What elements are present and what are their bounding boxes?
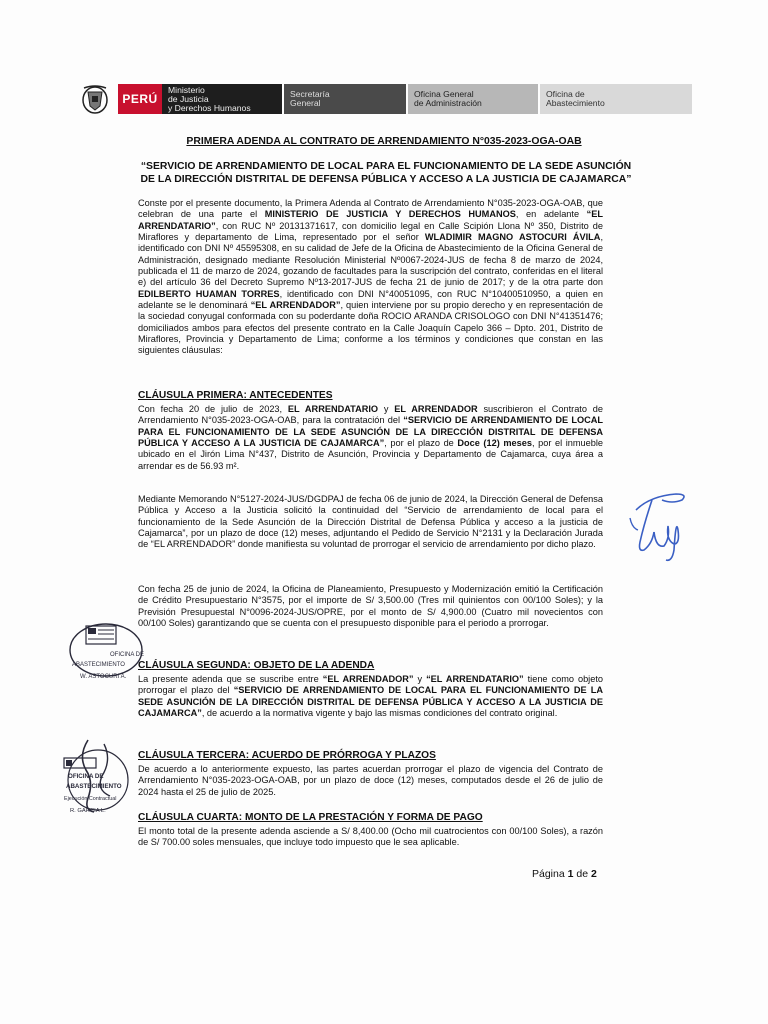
intro-paragraph: Conste por el presente documento, la Primera Adenda al Contrato de Arrendamiento N°035-2023-OGA-OAB, que celebran de una parte el MINISTERIO DE JUSTICIA Y DERECHOS HUMANOS, en adelante “EL ARRENDATARIO”, con RUC Nº 20131371617, con domicilio legal en Calle Scipión Llona Nº 350, Distrito de Miraflores y departamento de Lima, representado por el señor WLADIMIR MAGNO ASTOCURI ÁVILA, identificado con DNI Nº 45595308, en su calidad de Jefe de la Oficina de Abastecimiento de la Oficina General de Administración, designado mediante Resolución Ministerial Nº0067-2024-JUS de fecha 8 de marzo de 2024, publicada el 11 de marzo de 2024, gozando de facultades para la suscripción del contrato, conferidas en el literal e) del artículo 36 del Decreto Supremo Nº13-2017-JUS de fecha 21 de junio de 2017; y de la otra parte don EDILBERTO HUAMAN TORRES, identificado con DNI N°40051095, con RUC N°10400510950, a quien en adelante se le denominará “EL ARRENDADOR”, quien interviene por su propio derecho y en representación de la sociedad conyugal conformada con su poderdante doña ROCIO ARANDA CRISOLOGO con DNI N°41351476; domiciliados ambos para efectos del presente contrato en la Calle Joaquín Capelo 366 – Dpto. 201, Distrito de Miraflores, Provincia y Departamento de Lima; conforme a los términos y condiciones que constan en las siguientes cláusulas: <box>138 198 604 356</box>
clausula-tercera-heading: CLÁUSULA TERCERA: ACUERDO DE PRÓRROGA Y PLAZOS <box>138 750 436 761</box>
peru-badge: PERÚ <box>118 84 162 114</box>
clausula-segunda-paragraph: La presente adenda que se suscribe entre “EL ARRENDADOR” y “EL ARRENDATARIO” tiene como objeto prorrogar el plazo del “SERVICIO DE ARRENDAMIENTO DE LOCAL PARA EL FUNCIONAMIENTO DE LA SEDE ASUNCIÓN DE LA DIRECCIÓN DISTRITAL DE DEFENSA PÚBLICA Y ACCESO A LA JUSTICIA DE CAJAMARCA”, de acuerdo a la normativa vigente y bajo las mismas condiciones del contrato original. <box>138 674 603 719</box>
ministry-line-2: de Justicia <box>168 93 209 104</box>
secretaria-line-1: Secretaría <box>290 89 330 99</box>
stamp-1-line-2: ABASTECIMIENTO <box>72 662 125 668</box>
oficina-general-line-1: Oficina General <box>414 89 474 99</box>
clausula-tercera-paragraph: De acuerdo a lo anteriormente expuesto, las partes acuerdan prorrogar el plazo de vigencia del Contrato de Arrendamiento N°035-2023-OGA-OAB, por un plazo de doce (12) meses, computados desde el 26 de julio de 2024 hasta el 25 de julio de 2025. <box>138 764 603 797</box>
ministry-line-3: y Derechos Humanos <box>168 102 251 113</box>
stamp-2-line-2: ABASTECIMIENTO <box>66 783 122 790</box>
secretaria-line-2: General <box>290 98 321 108</box>
institutional-header <box>78 80 692 118</box>
oficina-general-block <box>408 84 538 114</box>
stamp-2-line-3: Ejecución Contractual <box>64 796 117 802</box>
ejecucion-contractual-stamp <box>58 736 144 816</box>
clausula-primera-paragraph-1: Con fecha 20 de julio de 2023, EL ARRENDATARIO y EL ARRENDADOR suscribieron el Contrato de Arrendamiento N°035-2023-OGA-OAB, para la contratación del “SERVICIO DE ARRENDAMIENTO DE LOCAL PARA EL FUNCIONAMIENTO DE LA SEDE ASUNCIÓN DE LA DIRECCIÓN DISTRITAL DE DEFENSA PÚBLICA Y ACCESO A LA JUSTICIA DE CAJAMARCA”, por el plazo de Doce (12) meses, por el inmueble ubicado en el Jirón Lima N°437, Distrito de Asunción, Provincia y Departamento de Cajamarca, cuya área a arrendar es de 56.93 m². <box>138 404 603 471</box>
stamp-1-line-3: W. ASTOCURI A. <box>80 674 127 680</box>
oficina-general-line-2: de Administración <box>414 98 482 108</box>
ministry-block <box>162 84 282 114</box>
oficina-abastecimiento-line-2: Abastecimiento <box>546 98 605 108</box>
page-number: Página 1 de 2 <box>532 868 597 880</box>
stamp-2-line-4: R. GARCIA L. <box>70 808 106 814</box>
coat-of-arms-icon <box>78 82 112 116</box>
secretaria-block <box>284 84 406 114</box>
clausula-segunda-heading: CLÁUSULA SEGUNDA: OBJETO DE LA ADENDA <box>138 660 375 671</box>
clausula-primera-paragraph-2: Mediante Memorando N°5127-2024-JUS/DGDPAJ de fecha 06 de junio de 2024, la Dirección General de Defensa Pública y Acceso a la Justicia solicitó la continuidad del “Servicio de arrendamiento de local para el funcionamiento de la Sede Asunción de la Dirección Distrital de Defensa Pública y acceso a la justicia de Cajamarca”, por un plazo de doce (12) meses, adjuntando el Pedido de Servicio N°2131 y la Declaración Jurada de “EL ARRENDADOR” donde manifiesta su voluntad de prorrogar el servicio de arrendamiento por dicho plazo. <box>138 494 603 550</box>
document-title: PRIMERA ADENDA AL CONTRATO DE ARRENDAMIENTO N°035-2023-OGA-OAB <box>186 136 582 147</box>
clausula-cuarta-paragraph: El monto total de la presente adenda asciende a S/ 8,400.00 (Ocho mil cuatrocientos con 00/100 Soles), a razón de S/ 700.00 soles mensuales, que incluye todo impuesto que le sea aplicable. <box>138 826 603 848</box>
clausula-primera-paragraph-3: Con fecha 25 de junio de 2024, la Oficina de Planeamiento, Presupuesto y Modernización emitió la Certificación de Crédito Presupuestario N°3575, por el importe de S/ 3,500.00 (Tres mil quinientos con 00/100 Soles); y la Previsión Presupuestal N°0096-2024-JUS/OPRE, por el monto de S/ 4,900.00 (Cuatro mil novecientos con 00/100 Soles) garantizando que se cuenta con el presupuesto disponible para el periodo a prorrogar. <box>138 584 603 629</box>
clausula-cuarta-heading: CLÁUSULA CUARTA: MONTO DE LA PRESTACIÓN Y FORMA DE PAGO <box>138 812 483 823</box>
document-subtitle: “SERVICIO DE ARRENDAMIENTO DE LOCAL PARA EL FUNCIONAMIENTO DE LA SEDE ASUNCIÓN DE LA DIRECCIÓN DISTRITAL DE DEFENSA PÚBLICA Y ACCESO A LA JUSTICIA DE CAJAMARCA” <box>140 161 632 185</box>
stamp-1-line-1: OFICINA DE <box>110 652 145 658</box>
ministry-line-1: Ministerio <box>168 84 205 95</box>
stamp-2-line-1: OFICINA DE <box>68 773 104 780</box>
oficina-abastecimiento-stamp <box>66 618 148 682</box>
clausula-primera-heading: CLÁUSULA PRIMERA: ANTECEDENTES <box>138 390 333 401</box>
blue-signature <box>622 488 698 566</box>
oficina-abastecimiento-line-1: Oficina de <box>546 89 585 99</box>
oficina-abastecimiento-block <box>540 84 692 114</box>
